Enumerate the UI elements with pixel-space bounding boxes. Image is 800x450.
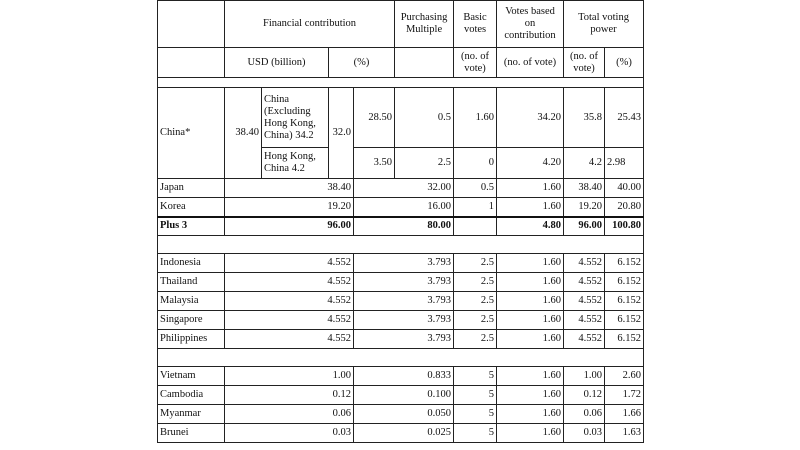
header-total-pct: (%)	[605, 48, 644, 78]
multiple-value: 2.5	[454, 330, 497, 349]
pct-value: 0.025	[354, 424, 454, 443]
total-votes-value: 6.152	[605, 311, 644, 330]
separator-row	[158, 236, 644, 254]
multiple-value: 0.5	[454, 179, 497, 198]
usd-value: 19.20	[225, 198, 354, 217]
contrib-votes-value: 19.20	[564, 198, 605, 217]
china-sub1-total: 35.8	[564, 88, 605, 148]
total-votes-value: 1.66	[605, 405, 644, 424]
china-sub2-label: Hong Kong, China 4.2	[262, 148, 329, 179]
header-empty-cell	[395, 48, 454, 78]
total-votes-value: 100.80	[605, 217, 644, 236]
table-row	[158, 217, 644, 236]
usd-value: 1.00	[225, 367, 354, 386]
contrib-votes-value: 96.00	[564, 217, 605, 236]
header-pct: (%)	[329, 48, 395, 78]
country-china: China*	[158, 88, 225, 179]
usd-value: 38.40	[225, 179, 354, 198]
header-votes-contribution: Votes based on contribution	[497, 1, 564, 48]
usd-value: 0.12	[225, 386, 354, 405]
contrib-votes-value: 0.06	[564, 405, 605, 424]
header-usd-billion: USD (billion)	[225, 48, 329, 78]
contrib-votes-value: 38.40	[564, 179, 605, 198]
country-name: Singapore	[158, 311, 225, 330]
multiple-value	[454, 217, 497, 236]
multiple-value: 2.5	[454, 273, 497, 292]
header-financial-contribution: Financial contribution	[225, 1, 395, 48]
total-votes-value: 1.72	[605, 386, 644, 405]
basic-votes-value: 1.60	[497, 424, 564, 443]
china-sub1-basic: 1.60	[454, 88, 497, 148]
basic-votes-value: 1.60	[497, 405, 564, 424]
table-row	[158, 386, 644, 405]
pct-value: 3.793	[354, 292, 454, 311]
country-name: Myanmar	[158, 405, 225, 424]
document-page	[157, 0, 644, 450]
china-sub1-label: China (Excluding Hong Kong, China) 34.2	[262, 88, 329, 148]
country-name: Vietnam	[158, 367, 225, 386]
china-sub1-total-pct: 25.43	[605, 88, 644, 148]
basic-votes-value: 1.60	[497, 311, 564, 330]
multiple-value: 5	[454, 367, 497, 386]
usd-value: 0.03	[225, 424, 354, 443]
table-row	[158, 198, 644, 217]
pct-value: 0.833	[354, 367, 454, 386]
header-no-of-vote-contrib: (no. of vote)	[497, 48, 564, 78]
contrib-votes-value: 4.552	[564, 273, 605, 292]
table-row	[158, 330, 644, 349]
pct-value: 3.793	[354, 254, 454, 273]
multiple-value: 5	[454, 424, 497, 443]
voting-power-table	[157, 0, 644, 443]
usd-value: 4.552	[225, 273, 354, 292]
header-empty-cell	[158, 48, 225, 78]
country-name: Plus 3	[158, 217, 225, 236]
total-votes-value: 1.63	[605, 424, 644, 443]
basic-votes-value: 1.60	[497, 179, 564, 198]
china-sub2-basic: 0	[454, 148, 497, 179]
china-sub1-contrib: 34.20	[497, 88, 564, 148]
pct-value: 0.100	[354, 386, 454, 405]
table-row-china-a	[158, 88, 644, 148]
usd-value: 0.06	[225, 405, 354, 424]
separator-cell	[158, 236, 644, 254]
usd-value: 4.552	[225, 254, 354, 273]
china-usd: 38.40	[225, 88, 262, 179]
pct-value: 32.00	[354, 179, 454, 198]
basic-votes-value: 1.60	[497, 386, 564, 405]
country-name: Thailand	[158, 273, 225, 292]
contrib-votes-value: 4.552	[564, 254, 605, 273]
basic-votes-value: 1.60	[497, 292, 564, 311]
separator-row	[158, 349, 644, 367]
usd-value: 4.552	[225, 330, 354, 349]
total-votes-value: 2.60	[605, 367, 644, 386]
header-basic-votes: Basic votes	[454, 1, 497, 48]
separator-cell	[158, 349, 644, 367]
header-country-cell	[158, 1, 225, 48]
header-row-1	[158, 1, 644, 48]
china-sub1-pct: 28.50	[354, 88, 395, 148]
multiple-value: 2.5	[454, 292, 497, 311]
multiple-value: 2.5	[454, 311, 497, 330]
header-row-2	[158, 48, 644, 78]
multiple-value: 5	[454, 405, 497, 424]
total-votes-value: 40.00	[605, 179, 644, 198]
table-row	[158, 311, 644, 330]
table-row	[158, 367, 644, 386]
header-no-of-vote-basic: (no. of vote)	[454, 48, 497, 78]
basic-votes-value: 4.80	[497, 217, 564, 236]
contrib-votes-value: 4.552	[564, 311, 605, 330]
header-total-voting-power: Total voting power	[564, 1, 644, 48]
table-row	[158, 424, 644, 443]
total-votes-value: 6.152	[605, 330, 644, 349]
pct-value: 0.050	[354, 405, 454, 424]
multiple-value: 5	[454, 386, 497, 405]
basic-votes-value: 1.60	[497, 273, 564, 292]
total-votes-value: 6.152	[605, 254, 644, 273]
basic-votes-value: 1.60	[497, 367, 564, 386]
country-name: Philippines	[158, 330, 225, 349]
table-row	[158, 179, 644, 198]
table-row	[158, 254, 644, 273]
multiple-value: 2.5	[454, 254, 497, 273]
country-name: Malaysia	[158, 292, 225, 311]
table-row	[158, 292, 644, 311]
total-votes-value: 6.152	[605, 292, 644, 311]
basic-votes-value: 1.60	[497, 330, 564, 349]
table-row	[158, 405, 644, 424]
china-pct: 32.0	[329, 88, 354, 179]
country-name: Japan	[158, 179, 225, 198]
table-row	[158, 273, 644, 292]
pct-value: 3.793	[354, 330, 454, 349]
spacer-row	[158, 78, 644, 88]
china-sub2-total-pct: 2.98	[605, 148, 644, 179]
china-sub2-mult: 2.5	[395, 148, 454, 179]
total-votes-value: 20.80	[605, 198, 644, 217]
multiple-value: 1	[454, 198, 497, 217]
pct-value: 80.00	[354, 217, 454, 236]
country-name: Brunei	[158, 424, 225, 443]
country-name: Indonesia	[158, 254, 225, 273]
basic-votes-value: 1.60	[497, 254, 564, 273]
china-sub2-total: 4.2	[564, 148, 605, 179]
contrib-votes-value: 4.552	[564, 292, 605, 311]
total-votes-value: 6.152	[605, 273, 644, 292]
contrib-votes-value: 1.00	[564, 367, 605, 386]
usd-value: 4.552	[225, 292, 354, 311]
spacer-cell	[158, 78, 644, 88]
contrib-votes-value: 0.03	[564, 424, 605, 443]
usd-value: 4.552	[225, 311, 354, 330]
pct-value: 3.793	[354, 311, 454, 330]
china-sub2-contrib: 4.20	[497, 148, 564, 179]
china-sub2-pct: 3.50	[354, 148, 395, 179]
pct-value: 3.793	[354, 273, 454, 292]
basic-votes-value: 1.60	[497, 198, 564, 217]
usd-value: 96.00	[225, 217, 354, 236]
contrib-votes-value: 4.552	[564, 330, 605, 349]
header-purchasing-multiple: Purchasing Multiple	[395, 1, 454, 48]
country-name: Cambodia	[158, 386, 225, 405]
country-name: Korea	[158, 198, 225, 217]
contrib-votes-value: 0.12	[564, 386, 605, 405]
pct-value: 16.00	[354, 198, 454, 217]
header-no-of-vote-total: (no. of vote)	[564, 48, 605, 78]
china-sub1-mult: 0.5	[395, 88, 454, 148]
